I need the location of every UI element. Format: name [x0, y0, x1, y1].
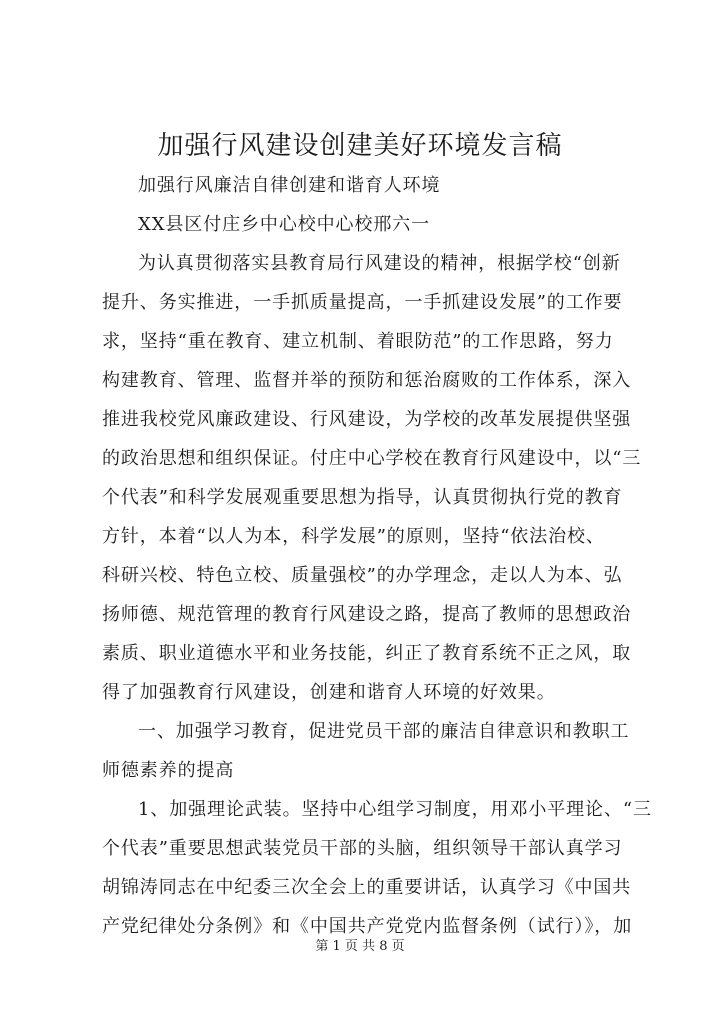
body-line: 个代表”重要思想武装党员干部的头脑，组织领导干部认真学习 — [102, 838, 623, 859]
body-line: 胡锦涛同志在中纪委三次全会上的重要讲话，认真学习《中国共 — [102, 877, 632, 898]
body-line: 求，坚持“重在教育、建立机制、着眼防范”的工作思路，努力 — [102, 331, 614, 352]
body-line: 扬师德、规范管理的教育行风建设之路，提高了教师的思想政治 — [102, 604, 632, 625]
body-line: 科研兴校、特色立校、质量强校”的办学理念，走以人为本、弘 — [102, 565, 623, 586]
section-heading-line: 师德素养的提高 — [102, 760, 235, 781]
body-line: 得了加强教育行风建设，创建和谐育人环境的好效果。 — [102, 682, 556, 703]
body-line: 构建教育、管理、监督并举的预防和惩治腐败的工作体系，深入 — [102, 370, 632, 391]
body-line: 产党纪律处分条例》和《中国共产党党内监督条例（试行）》，加 — [102, 916, 633, 937]
author-line: XX县区付庄乡中心校中心校邢六一 — [138, 214, 431, 235]
body-line: 的政治思想和组织保证。付庄中心学校在教育行风建设中，以“三 — [102, 448, 642, 469]
body-line: 1、加强理论武装。坚持中心组学习制度，用邓小平理论、“三 — [138, 799, 652, 820]
document-title: 加强行风建设创建美好环境发言稿 — [157, 131, 563, 161]
body-line: 方针，本着“以人为本，科学发展”的原则，坚持“依法治校、 — [102, 526, 605, 547]
subtitle-line: 加强行风廉洁自律创建和谐育人环境 — [138, 175, 441, 196]
section-heading-line: 一、加强学习教育，促进党员干部的廉洁自律意识和教职工 — [138, 721, 630, 742]
body-line: 个代表”和科学发展观重要思想为指导，认真贯彻执行党的教育 — [102, 487, 623, 508]
body-line: 推进我校党风廉政建设、行风建设，为学校的改革发展提供坚强 — [102, 409, 632, 430]
body-line: 为认真贯彻落实县教育局行风建设的精神，根据学校“创新 — [138, 253, 621, 274]
document-body — [102, 166, 652, 946]
page-number-footer: 第 1 页 共 8 页 — [315, 939, 405, 954]
body-line: 素质、职业道德水平和业务技能，纠正了教育系统不正之风，取 — [102, 643, 632, 664]
body-line: 提升、务实推进，一手抓质量提高，一手抓建设发展”的工作要 — [102, 292, 623, 313]
